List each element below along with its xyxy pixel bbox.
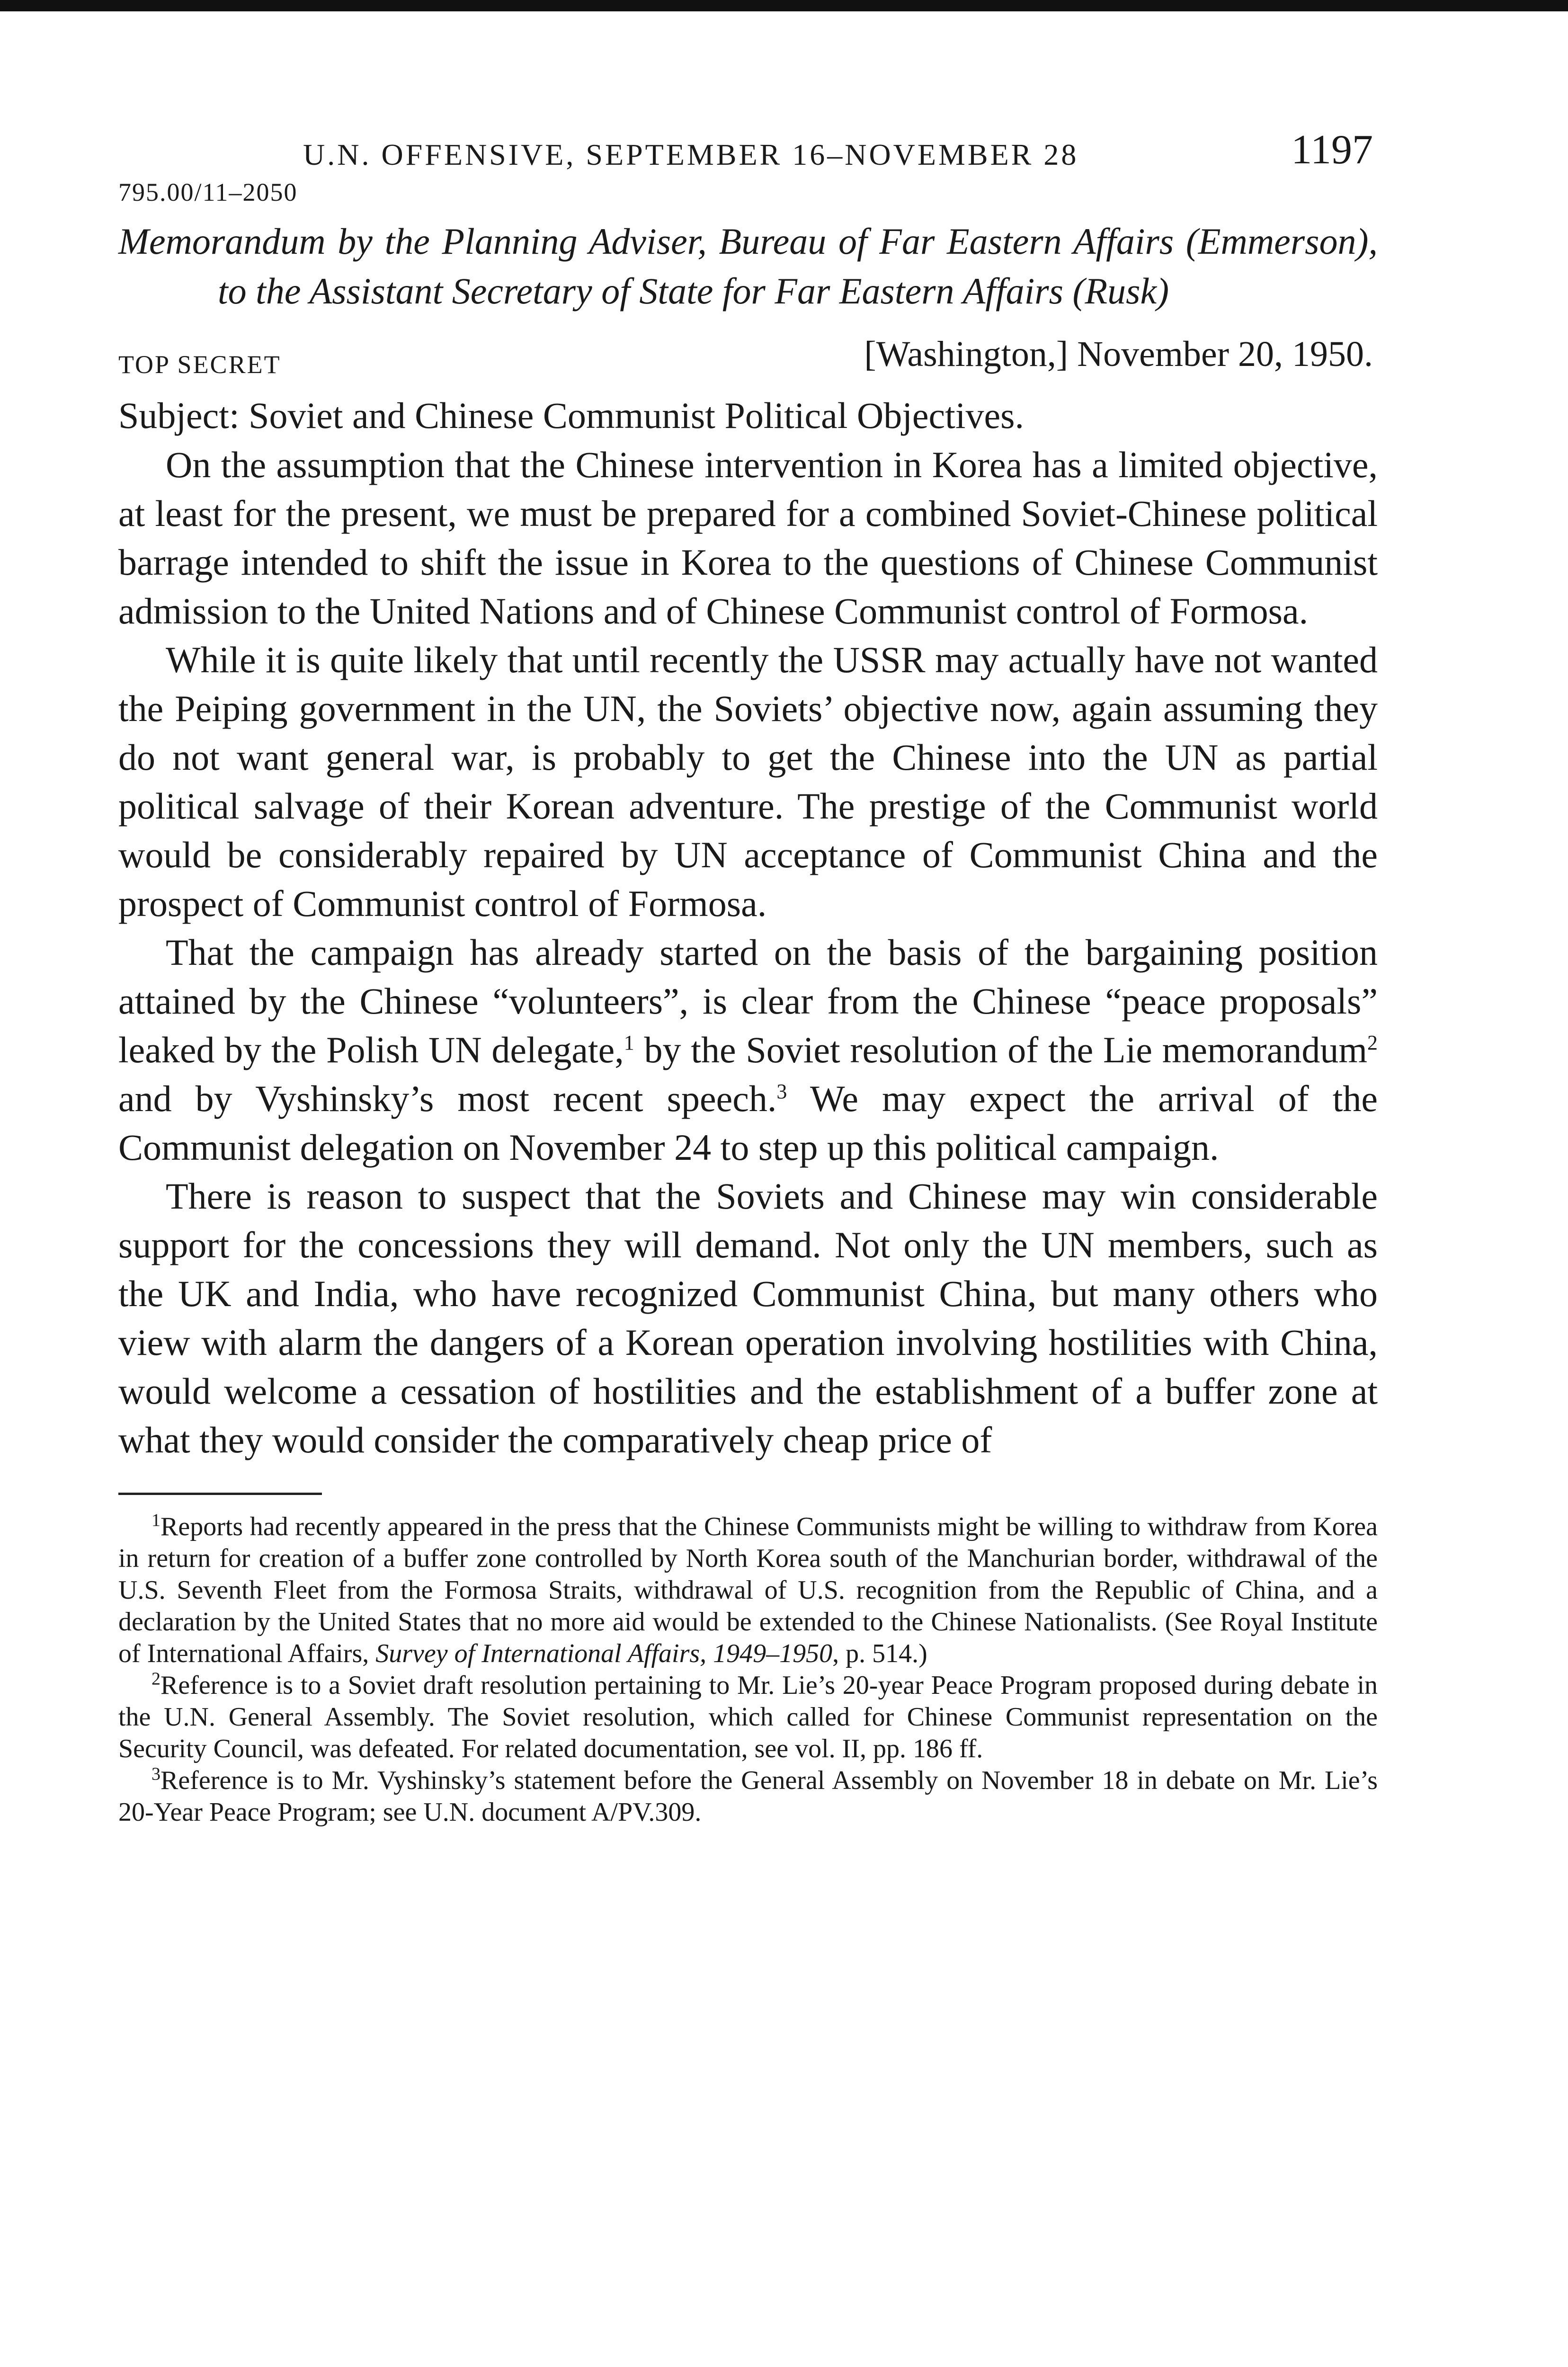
- page-number: 1197: [1291, 127, 1373, 173]
- footnote-divider: [118, 1493, 322, 1495]
- footnote-3-mark: 3: [151, 1764, 160, 1784]
- footnote-3-text: Reference is to Mr. Vyshinsky’s statement before the General Assembly on November 18 in debate on Mr. Lie’s 20-Year Peace Program; see U.N. document A/PV.309.: [118, 1766, 1378, 1827]
- body-paragraph-1: On the assumption that the Chinese intervention in Korea has a limited objective, at least for the present, we must be prepared for a combined Soviet-Chinese political barrage intended to shift the issue in Korea to the questions of Chinese Communist admission to the United Nations and of Chinese Communist control of Formosa.: [118, 444, 1378, 632]
- footnote-ref-2: 2: [1367, 1031, 1378, 1054]
- footnote-1-text-b: , p. 514.): [832, 1639, 927, 1668]
- paragraph-3-text-b: by the Soviet resolution of the Lie memorandum: [634, 1029, 1367, 1070]
- footnote-2-mark: 2: [151, 1669, 160, 1689]
- dateline: [Washington,] November 20, 1950.: [864, 334, 1373, 374]
- file-number: 795.00/11–2050: [118, 178, 298, 206]
- top-border-rule: [0, 0, 1568, 11]
- body-paragraph-2: While it is quite likely that until recently the USSR may actually have not wanted the Peiping government in the UN, the Soviets’ objective now, again assuming they do not want general war, is probably to get the Chinese into the UN as partial political salvage of their Korean adventure. The prestige of the Communist world would be considerably repaired by UN acceptance of Communist China and the prospect of Communist control of Formosa.: [118, 639, 1378, 924]
- footnote-1-mark: 1: [151, 1510, 160, 1531]
- classification-label: TOP SECRET: [118, 350, 281, 379]
- footnote-2-text: Reference is to a Soviet draft resolution pertaining to Mr. Lie’s 20-year Peace Program proposed during debate in the U.N. General Assembly. The Soviet resolution, which called for Chinese Communist representation on the Security Council, was defeated. For related documentation, see vol. II, pp. 186 ff.: [118, 1671, 1378, 1763]
- footnote-ref-3: 3: [776, 1080, 787, 1103]
- paragraph-3-text-a: That the campaign has already started on the basis of the bargaining position attained by the Chinese “volunteers”, is clear from the Chinese “peace proposals” leaked by the Polish UN delegate,: [118, 932, 1378, 1070]
- document-title: Memorandum by the Planning Adviser, Bureau of Far Eastern Affairs (Emmerson), to the Assistant Secretary of State for Far Eastern Affairs (Rusk): [118, 221, 1378, 311]
- footnote-ref-1: 1: [624, 1031, 634, 1054]
- subject-line: Subject: Soviet and Chinese Communist Political Objectives.: [118, 395, 1024, 436]
- dateline-row: [118, 329, 1378, 386]
- running-head: [118, 114, 1378, 175]
- footnote-3: [118, 1765, 1378, 1828]
- body-paragraph-4: There is reason to suspect that the Soviets and Chinese may win considerable support for the concessions they will demand. Not only the UN members, such as the UK and India, who have recognized Communist China, but many others who view with alarm the dangers of a Korean operation involving hostilities with China, would welcome a cessation of hostilities and the establishment of a buffer zone at what they would consider the comparatively cheap price of: [118, 1175, 1378, 1460]
- paragraph-3-text-d: We may expect the arrival of the Communist delegation on November 24 to step up this political campaign.: [118, 1078, 1378, 1168]
- running-head-title: U.N. OFFENSIVE, SEPTEMBER 16–NOVEMBER 28: [303, 138, 1079, 171]
- footnote-2: [118, 1670, 1378, 1765]
- body-paragraph-3: [118, 928, 1378, 1172]
- footnote-1-text-a: Reports had recently appeared in the press that the Chinese Communists might be willing to withdraw from Korea in return for creation of a buffer zone controlled by North Korea south of the Manchurian border, withdrawal of the U.S. Seventh Fleet from the Formosa Straits, withdrawal of U.S. recognition from the Republic of China, and a declaration by the United States that no more aid would be extended to the Chinese Nationalists. (See Royal Institute of International Affairs,: [118, 1512, 1378, 1668]
- paragraph-3-text-c: and by Vyshinsky’s most recent speech.: [118, 1078, 777, 1119]
- footnote-1: [118, 1511, 1378, 1670]
- footnote-1-citation: Survey of International Affairs, 1949–1950: [375, 1639, 833, 1668]
- document-page: [118, 114, 1378, 1828]
